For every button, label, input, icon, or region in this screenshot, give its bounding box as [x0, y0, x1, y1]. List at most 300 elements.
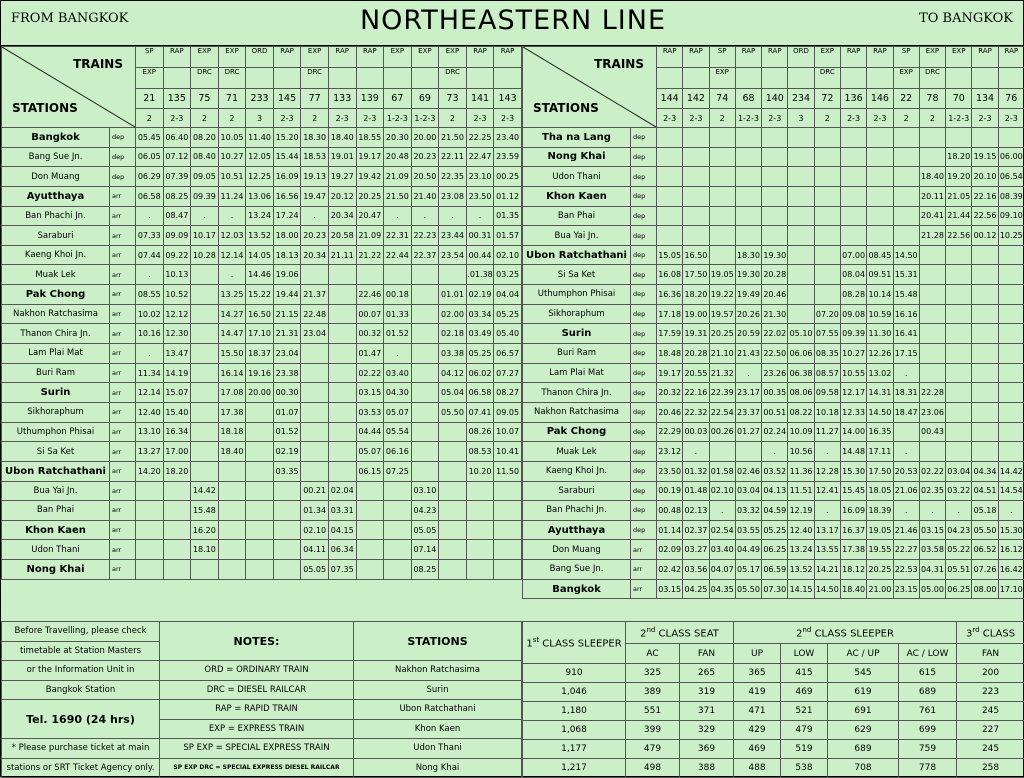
- time-cell: [998, 363, 1024, 383]
- time-cell: [439, 481, 467, 501]
- time-cell: [273, 540, 301, 560]
- train-type: RAP: [273, 47, 301, 68]
- time-cell: [893, 128, 919, 148]
- fare-class-heading: 2nd CLASS SEAT: [626, 622, 734, 644]
- time-cell: [919, 285, 945, 305]
- time-cell: 20.46: [657, 402, 683, 422]
- time-cell: [972, 324, 998, 344]
- station-row: [523, 461, 1024, 481]
- time-cell: 14.48: [840, 442, 866, 462]
- time-cell: [788, 128, 814, 148]
- fare-row: [523, 721, 1024, 740]
- train-class: 1-2-3: [384, 109, 412, 128]
- time-cell: 04.07: [709, 560, 735, 580]
- fare-cell: 1,046: [523, 683, 626, 702]
- time-cell: 11.40: [246, 128, 274, 148]
- arr-dep: arr: [631, 540, 657, 560]
- time-cell: 21.28: [919, 226, 945, 246]
- time-cell: 19.16: [246, 363, 274, 383]
- station-name: Surin: [523, 324, 631, 344]
- station-row: [523, 245, 1024, 265]
- time-cell: [246, 560, 274, 580]
- time-cell: 03.38: [439, 344, 467, 364]
- time-cell: [657, 226, 683, 246]
- train-type: [384, 68, 412, 89]
- time-cell: 16.50: [683, 245, 709, 265]
- time-cell: [946, 265, 972, 285]
- time-cell: [840, 128, 866, 148]
- time-cell: [735, 226, 761, 246]
- time-cell: 21.10: [709, 344, 735, 364]
- trains-stations-corner: [523, 47, 657, 128]
- time-cell: 14.31: [867, 383, 893, 403]
- station-name: Thanon Chira Jn.: [523, 383, 631, 403]
- time-cell: [439, 422, 467, 442]
- time-cell: 04.51: [972, 481, 998, 501]
- arr-dep: dep: [631, 245, 657, 265]
- time-cell: 16.37: [840, 520, 866, 540]
- fare-cell: 371: [680, 702, 734, 721]
- train-type: RAP: [972, 47, 998, 68]
- time-cell: 18.05: [867, 481, 893, 501]
- fare-class-heading: 2nd CLASS SLEEPER: [734, 622, 957, 644]
- train-class: 2: [919, 109, 945, 128]
- arr-dep: dep: [631, 402, 657, 422]
- time-cell: 22.35: [439, 167, 467, 187]
- time-cell: 20.50: [411, 167, 439, 187]
- time-cell: 21.44: [946, 206, 972, 226]
- time-cell: 21.09: [356, 226, 384, 246]
- arr-dep: arr: [110, 560, 136, 580]
- train-class: 2-3: [466, 109, 494, 128]
- note-cell: Before Travelling, please check: [2, 622, 160, 642]
- station-name: Lam Plai Mat: [2, 344, 110, 364]
- time-cell: 12.03: [218, 226, 246, 246]
- time-cell: 06.15: [356, 461, 384, 481]
- time-cell: [788, 226, 814, 246]
- time-cell: [972, 402, 998, 422]
- train-type: [466, 68, 494, 89]
- station-name: Ayutthaya: [2, 186, 110, 206]
- train-class: 2-3: [356, 109, 384, 128]
- time-cell: 06.02: [466, 363, 494, 383]
- train-type: [972, 68, 998, 89]
- time-cell: .: [814, 442, 840, 462]
- station-row: [2, 245, 522, 265]
- time-cell: [893, 206, 919, 226]
- train-type: RAP: [328, 47, 356, 68]
- arr-dep: arr: [110, 344, 136, 364]
- fare-cell: 469: [781, 683, 828, 702]
- time-cell: .: [411, 206, 439, 226]
- time-cell: 02.10: [709, 481, 735, 501]
- time-cell: 08.55: [136, 285, 164, 305]
- time-cell: 21.22: [356, 245, 384, 265]
- train-type: [273, 68, 301, 89]
- time-cell: 22.47: [466, 147, 494, 167]
- time-cell: 13.52: [788, 560, 814, 580]
- trains-label: TRAINS: [73, 57, 123, 71]
- time-cell: 14.21: [814, 560, 840, 580]
- station-row: [523, 579, 1024, 599]
- time-cell: .: [893, 442, 919, 462]
- train-type: ORD: [246, 47, 274, 68]
- train-type: RAP: [494, 47, 522, 68]
- time-cell: 05.05: [411, 520, 439, 540]
- station-name: Thanon Chira Jn.: [2, 324, 110, 344]
- time-cell: .: [301, 206, 329, 226]
- station-row: [523, 304, 1024, 324]
- time-cell: 17.50: [683, 265, 709, 285]
- time-cell: 07.26: [972, 560, 998, 580]
- train-type: RAP: [735, 47, 761, 68]
- arr-dep: dep: [631, 442, 657, 462]
- fare-cell: 521: [781, 702, 828, 721]
- arr-dep: arr: [110, 481, 136, 501]
- time-cell: 15.31: [893, 265, 919, 285]
- time-cell: 23.10: [466, 167, 494, 187]
- fare-cell: 245: [957, 702, 1024, 721]
- time-cell: [494, 481, 522, 501]
- train-number: 133: [328, 89, 356, 109]
- time-cell: 22.37: [411, 245, 439, 265]
- time-cell: 03.34: [466, 304, 494, 324]
- time-cell: 20.26: [735, 304, 761, 324]
- time-cell: 06.59: [762, 560, 788, 580]
- time-cell: 23.44: [439, 226, 467, 246]
- time-cell: [494, 520, 522, 540]
- station-row: [2, 344, 522, 364]
- time-cell: [919, 324, 945, 344]
- stations-label: STATIONS: [533, 101, 599, 115]
- arr-dep: dep: [631, 304, 657, 324]
- time-cell: 00.31: [466, 226, 494, 246]
- time-cell: 23.50: [466, 186, 494, 206]
- time-cell: 01.35: [494, 206, 522, 226]
- fare-cell: 1,217: [523, 759, 626, 778]
- time-cell: [840, 186, 866, 206]
- time-cell: [946, 442, 972, 462]
- time-cell: 20.00: [411, 128, 439, 148]
- time-cell: 01.34: [301, 501, 329, 521]
- time-cell: 11.24: [218, 186, 246, 206]
- time-cell: 08.40: [191, 147, 219, 167]
- time-cell: 20.47: [356, 206, 384, 226]
- time-cell: 19.00: [683, 304, 709, 324]
- time-cell: 19.49: [735, 285, 761, 305]
- time-cell: 19.13: [301, 167, 329, 187]
- time-cell: 22.25: [466, 128, 494, 148]
- time-cell: [328, 304, 356, 324]
- time-cell: 08.35: [814, 344, 840, 364]
- time-cell: 20.41: [919, 206, 945, 226]
- train-type: RAP: [998, 47, 1024, 68]
- station-row: [2, 540, 522, 560]
- station-row: [523, 265, 1024, 285]
- time-cell: 12.14: [218, 245, 246, 265]
- time-cell: 23.06: [919, 402, 945, 422]
- fare-row: [523, 740, 1024, 759]
- train-type: [683, 68, 709, 89]
- time-cell: 06.25: [762, 540, 788, 560]
- time-cell: [246, 540, 274, 560]
- time-cell: [439, 501, 467, 521]
- time-cell: 12.28: [814, 461, 840, 481]
- time-cell: 00.44: [466, 245, 494, 265]
- time-cell: 06.05: [136, 147, 164, 167]
- time-cell: 21.50: [439, 128, 467, 148]
- time-cell: 22.11: [439, 147, 467, 167]
- time-cell: [709, 147, 735, 167]
- time-cell: [328, 363, 356, 383]
- station-row: [523, 363, 1024, 383]
- time-cell: 20.53: [893, 461, 919, 481]
- time-cell: 22.53: [893, 560, 919, 580]
- time-cell: 16.35: [867, 422, 893, 442]
- time-cell: [788, 167, 814, 187]
- station-row: [523, 520, 1024, 540]
- train-number: 71: [218, 89, 246, 109]
- arr-dep: arr: [110, 402, 136, 422]
- time-cell: 03.53: [356, 402, 384, 422]
- time-cell: [494, 501, 522, 521]
- time-cell: 16.12: [998, 540, 1024, 560]
- time-cell: 16.09: [273, 167, 301, 187]
- time-cell: [301, 402, 329, 422]
- time-cell: [946, 383, 972, 403]
- time-cell: [998, 285, 1024, 305]
- fare-cell: 778: [899, 759, 957, 778]
- train-class: 2-3: [683, 109, 709, 128]
- time-cell: 00.07: [356, 304, 384, 324]
- arr-dep: arr: [110, 422, 136, 442]
- time-cell: 12.19: [788, 501, 814, 521]
- time-cell: [384, 520, 412, 540]
- time-cell: [946, 422, 972, 442]
- station-name: Bang Sue Jn.: [2, 147, 110, 167]
- station-name: Sikhoraphum: [2, 402, 110, 422]
- time-cell: 18.40: [919, 167, 945, 187]
- station-name: Muak Lek: [523, 442, 631, 462]
- station-row: [523, 226, 1024, 246]
- station-row: [523, 481, 1024, 501]
- time-cell: 22.29: [657, 422, 683, 442]
- time-cell: 08.53: [466, 442, 494, 462]
- station-name: Ayutthaya: [523, 520, 631, 540]
- time-cell: [191, 285, 219, 305]
- time-cell: 03.22: [946, 481, 972, 501]
- time-cell: 17.38: [218, 402, 246, 422]
- time-cell: [788, 304, 814, 324]
- time-cell: [788, 206, 814, 226]
- time-cell: 18.12: [840, 560, 866, 580]
- time-cell: [273, 481, 301, 501]
- time-cell: [919, 344, 945, 364]
- time-cell: 02.37: [683, 520, 709, 540]
- time-cell: 18.37: [246, 344, 274, 364]
- time-cell: [163, 520, 191, 540]
- time-cell: 14.50: [867, 402, 893, 422]
- time-cell: [735, 442, 761, 462]
- time-cell: 07.00: [840, 245, 866, 265]
- time-cell: 21.37: [301, 285, 329, 305]
- time-cell: 22.44: [384, 245, 412, 265]
- arr-dep: arr: [110, 245, 136, 265]
- time-cell: 17.24: [273, 206, 301, 226]
- time-cell: 07.55: [814, 324, 840, 344]
- time-cell: 16.42: [998, 560, 1024, 580]
- time-cell: [246, 422, 274, 442]
- time-cell: [191, 442, 219, 462]
- time-cell: 10.41: [494, 442, 522, 462]
- time-cell: 05.25: [466, 344, 494, 364]
- time-cell: .: [814, 501, 840, 521]
- time-cell: [946, 128, 972, 148]
- time-cell: [191, 304, 219, 324]
- time-cell: 10.17: [191, 226, 219, 246]
- train-class: 2-3: [972, 109, 998, 128]
- time-cell: 10.05: [218, 128, 246, 148]
- time-cell: 13.27: [136, 442, 164, 462]
- time-cell: 23.17: [735, 383, 761, 403]
- time-cell: .: [136, 206, 164, 226]
- station-name: Muak Lek: [2, 265, 110, 285]
- time-cell: 19.06: [273, 265, 301, 285]
- fare-cell: 329: [680, 721, 734, 740]
- time-cell: 22.56: [972, 206, 998, 226]
- time-cell: 21.00: [867, 579, 893, 599]
- time-cell: [466, 481, 494, 501]
- train-type: [246, 68, 274, 89]
- time-cell: 09.05: [191, 167, 219, 187]
- time-cell: [466, 540, 494, 560]
- time-cell: 03.27: [683, 540, 709, 560]
- time-cell: 14.00: [840, 422, 866, 442]
- time-cell: [301, 363, 329, 383]
- time-cell: 07.25: [384, 461, 412, 481]
- time-cell: .: [893, 501, 919, 521]
- time-cell: 17.18: [657, 304, 683, 324]
- arr-dep: dep: [631, 383, 657, 403]
- arr-dep: arr: [110, 265, 136, 285]
- time-cell: [998, 402, 1024, 422]
- station-row: [523, 540, 1024, 560]
- time-cell: 18.10: [191, 540, 219, 560]
- time-cell: [814, 147, 840, 167]
- time-cell: [867, 206, 893, 226]
- station-name: Tha na Lang: [523, 128, 631, 148]
- station-row: [2, 167, 522, 187]
- time-cell: [814, 128, 840, 148]
- time-cell: 06.58: [136, 186, 164, 206]
- time-cell: 20.48: [384, 147, 412, 167]
- time-cell: 06.57: [494, 344, 522, 364]
- train-type: [356, 68, 384, 89]
- arr-dep: dep: [631, 520, 657, 540]
- time-cell: [867, 128, 893, 148]
- fare-cell: 629: [828, 721, 899, 740]
- time-cell: 04.15: [328, 520, 356, 540]
- fare-cell: 910: [523, 664, 626, 683]
- time-cell: 04.35: [709, 579, 735, 599]
- time-cell: 02.18: [439, 324, 467, 344]
- time-cell: [218, 560, 246, 580]
- time-cell: 04.49: [735, 540, 761, 560]
- station-row: [523, 147, 1024, 167]
- time-cell: [709, 186, 735, 206]
- time-cell: 20.23: [411, 147, 439, 167]
- time-cell: 21.40: [411, 186, 439, 206]
- time-cell: 14.47: [218, 324, 246, 344]
- train-class: 2-3: [657, 109, 683, 128]
- time-cell: [328, 285, 356, 305]
- train-type: DRC: [218, 68, 246, 89]
- station-name: Ban Phachi Jn.: [2, 206, 110, 226]
- time-cell: 16.56: [273, 186, 301, 206]
- note-cell: Nakhon Ratchasima: [354, 661, 522, 681]
- time-cell: 10.07: [494, 422, 522, 442]
- time-cell: [191, 383, 219, 403]
- time-cell: 05.00: [919, 579, 945, 599]
- time-cell: 06.00: [998, 147, 1024, 167]
- arr-dep: dep: [631, 265, 657, 285]
- time-cell: 05.07: [356, 442, 384, 462]
- time-cell: 00.48: [657, 501, 683, 521]
- time-cell: 17.15: [893, 344, 919, 364]
- station-name: Saraburi: [2, 226, 110, 246]
- train-type: EXP: [136, 68, 164, 89]
- train-type: RAP: [867, 47, 893, 68]
- from-bangkok-label: FROM BANGKOK: [11, 11, 128, 26]
- time-cell: 21.46: [893, 520, 919, 540]
- time-cell: 21.30: [762, 304, 788, 324]
- station-row: [523, 383, 1024, 403]
- station-row: [2, 363, 522, 383]
- time-cell: 19.27: [328, 167, 356, 187]
- time-cell: [709, 442, 735, 462]
- time-cell: 23.37: [735, 402, 761, 422]
- fare-cell: 708: [828, 759, 899, 778]
- train-type: EXP: [946, 47, 972, 68]
- time-cell: [814, 245, 840, 265]
- arr-dep: arr: [110, 540, 136, 560]
- time-cell: 17.11: [867, 442, 893, 462]
- time-cell: 03.31: [328, 501, 356, 521]
- note-cell: Nong Khai: [354, 758, 522, 778]
- time-cell: 06.34: [328, 540, 356, 560]
- time-cell: 03.04: [946, 461, 972, 481]
- time-cell: [356, 265, 384, 285]
- time-cell: 13.06: [246, 186, 274, 206]
- time-cell: [136, 520, 164, 540]
- arr-dep: arr: [110, 285, 136, 305]
- time-cell: [301, 265, 329, 285]
- time-cell: 04.04: [494, 285, 522, 305]
- train-type: DRC: [919, 68, 945, 89]
- time-cell: .: [136, 265, 164, 285]
- time-cell: 02.09: [657, 540, 683, 560]
- time-cell: [246, 461, 274, 481]
- train-class: 1-2-3: [411, 109, 439, 128]
- trains-stations-corner: [2, 47, 136, 128]
- note-cell: SP EXP = SPECIAL EXPRESS TRAIN: [160, 739, 354, 759]
- train-class: 3: [788, 109, 814, 128]
- time-cell: 03.40: [384, 363, 412, 383]
- time-cell: [946, 363, 972, 383]
- train-class: 2-3: [494, 109, 522, 128]
- time-cell: 06.29: [136, 167, 164, 187]
- time-cell: 06.40: [163, 128, 191, 148]
